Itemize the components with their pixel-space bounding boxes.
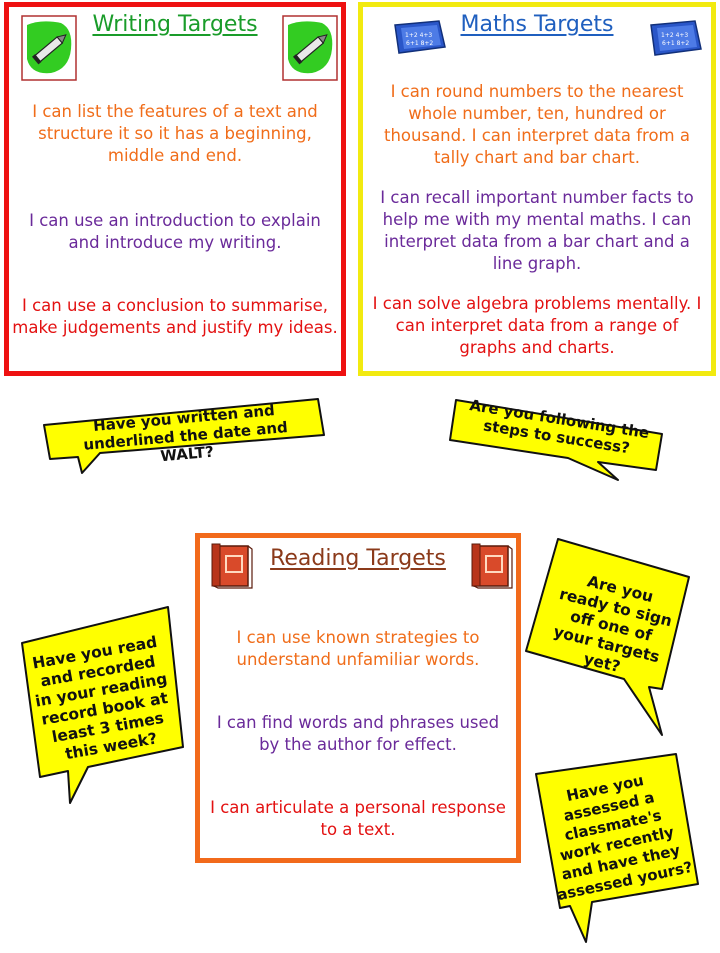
writing-target-1: I can list the features of a text and structure it so it has a beginning, middle and end. [32,102,318,165]
speech-bubble-steps [448,398,668,483]
svg-text:1+2 4+3: 1+2 4+3 [405,32,433,39]
speech-bubble-walt [40,395,325,475]
speech-bubble-assessed [532,752,700,944]
svg-text:6+1 8+2: 6+1 8+2 [662,40,690,47]
reading-target-1: I can use known strategies to understand unfamiliar words. [236,628,480,669]
bubble-sign-off-text: Are you ready to sign off one of your targets yet? [551,572,674,677]
maths-target-1: I can round numbers to the nearest whole number, ten, hundred or thousand. I can interpret data from a tally chart and bar chart. [384,82,690,167]
bubble-steps-text: Are you following the steps to success? [468,396,651,458]
maths-target-2: I can recall important number facts to help me with my mental maths. I can interpret data from a bar chart and a line graph. [380,188,694,273]
reading-targets-panel [195,533,521,863]
reading-target-3: I can articulate a personal response to a text. [210,798,506,839]
writing-targets-panel [4,2,346,376]
writing-title: Writing Targets [92,12,258,37]
writing-target-2: I can use an introduction to explain and introduce my writing. [29,211,321,252]
maths-target-3: I can solve algebra problems mentally. I can interpret data from a range of graphs and charts. [372,294,702,357]
speech-bubble-reading-record [18,605,186,805]
speech-bubble-sign-off [524,537,692,737]
svg-text:1+2 4+3: 1+2 4+3 [661,32,689,39]
reading-target-2: I can find words and phrases used by the author for effect. [216,713,500,754]
maths-title: Maths Targets [460,12,614,37]
reading-title: Reading Targets [270,546,446,571]
svg-text:6+1 8+2: 6+1 8+2 [406,40,434,47]
bubble-reading-record-text: Have you read and recorded in your reading record book at least 3 times this week? [30,632,170,764]
bubble-walt-text: Have you written and underlined the date and WALT? [82,401,289,466]
writing-target-3: I can use a conclusion to summarise, make judgements and justify my ideas. [12,296,338,337]
maths-targets-panel [358,2,716,376]
bubble-assessed-text: Have you assessed a classmate's work recently and have they assessed yours? [555,771,695,905]
